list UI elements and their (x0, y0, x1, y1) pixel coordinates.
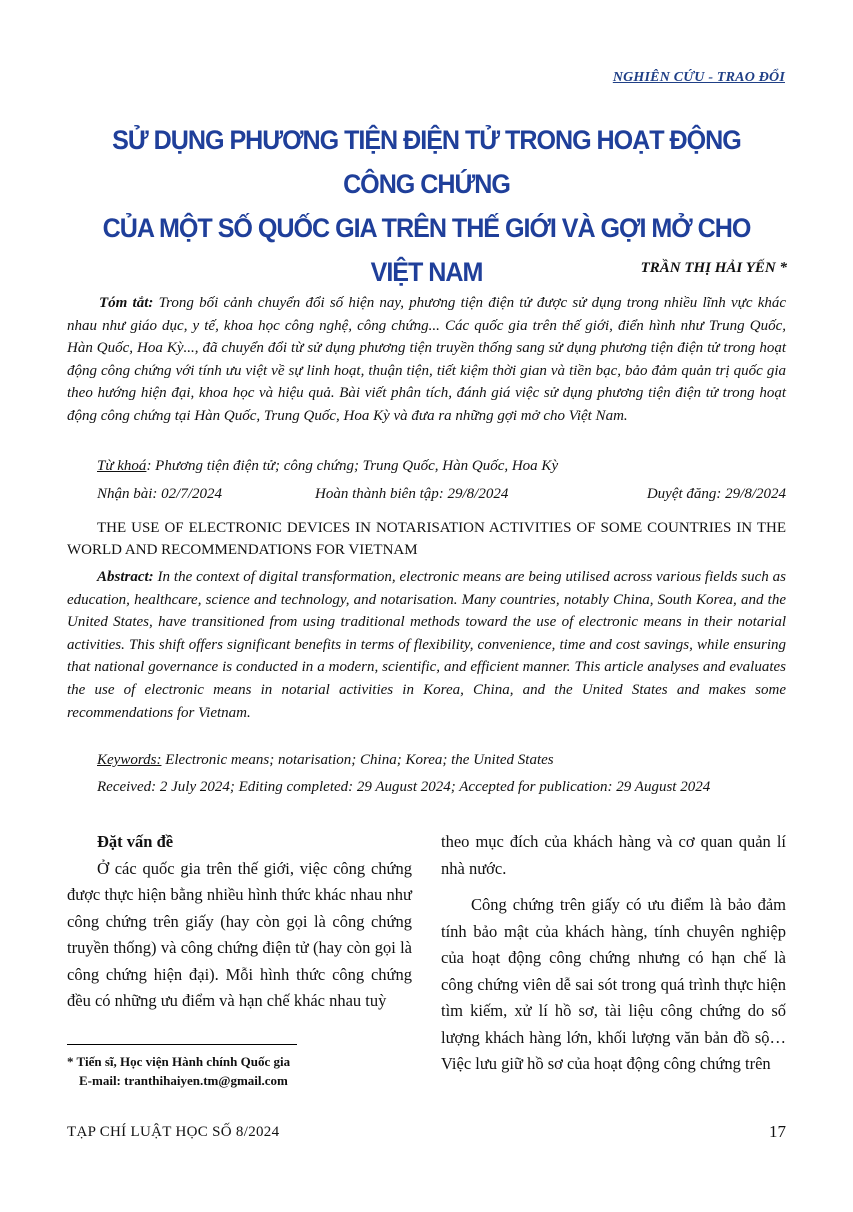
vn-abstract-text: Trong bối cảnh chuyển đổi số hiện nay, phương tiện điện tử được sử dụng trong nhiều lĩnh vực khác nhau như giáo dục, y tế, khoa học công nghệ, công chứng... Các quốc gia trên thế giới, điển hình như Trung Quốc, Hàn Quốc, Hoa Kỳ..., đã chuyển đổi từ sử dụng phương tiện truyền thống sang sử dụng phương tiện điện tử trong hoạt động công chứng với tính ưu việt về sự linh hoạt, thuận tiện, tiết kiệm thời gian và tiền bạc, bảo đảm quản trị quốc gia theo hướng hiện đại, khoa học và hiệu quả. Bài viết phân tích, đánh giá việc sử dụng phương tiện điện tử trong hoạt động công chứng tại Hàn Quốc, Trung Quốc, Hoa Kỳ và đưa ra những gợi mở cho Việt Nam. (67, 295, 787, 424)
body-paragraph-continued: theo mục đích của khách hàng và cơ quan quản lí nhà nước. (441, 832, 786, 878)
en-abstract-label: Abstract: (97, 569, 154, 585)
page-number: 17 (769, 1122, 786, 1141)
author-name: TRẦN THỊ HẢI YẾN * (640, 260, 787, 276)
body-right-column (441, 829, 786, 1078)
en-keywords-label: Keywords: (97, 752, 162, 768)
journal-footer: TẠP CHÍ LUẬT HỌC SỐ 8/2024 (67, 1124, 280, 1140)
vn-accepted-date: Duyệt đăng: 29/8/2024 (646, 486, 786, 502)
vn-keywords-text: : Phương tiện điện tử; công chứng; Trung Quốc, Hàn Quốc, Hoa Kỳ (146, 458, 559, 474)
section-tag: NGHIÊN CỨU - TRAO ĐỔI (612, 70, 785, 85)
en-abstract (67, 566, 786, 724)
body-paragraph: Ở các quốc gia trên thế giới, việc công chứng được thực hiện bằng nhiều hình thức khác nhau như công chứng trên giấy (hay còn gọi là công chứng truyền thống) và công chứng điện tử (hay còn gọi là công chứng hiện đại). Mỗi hình thức công chứng đều có những ưu điểm và hạn chế khác nhau tuỳ (67, 858, 412, 1010)
en-keywords (97, 752, 554, 769)
section-heading: Đặt vấn đề (97, 832, 174, 851)
footnote (67, 1052, 290, 1090)
body-left-column (67, 829, 412, 1015)
vn-abstract (67, 292, 786, 428)
footnote-divider (67, 1044, 297, 1045)
body-paragraph: Công chứng trên giấy có ưu điểm là bảo đảm tính bảo mật của khách hàng, tính chuyên nghiệp của hoạt động công chứng nhưng có hạn chế là công chứng viên dễ sai sót trong quá trình thực hiện tìm kiếm, xử lí hồ sơ, tài liệu công chứng do số lượng khách hàng lớn, khối lượng văn bản đồ sộ… Việc lưu giữ hồ sơ của hoạt động công chứng trên (441, 895, 786, 1073)
vn-keywords-label: Từ khoá (97, 458, 147, 474)
english-title: THE USE OF ELECTRONIC DEVICES IN NOTARISATION ACTIVITIES OF SOME COUNTRIES IN THE WORLD AND RECOMMENDATIONS FOR VIETNAM (67, 520, 786, 558)
title-line-2: CỦA MỘT SỐ QUỐC GIA TRÊN THẾ GIỚI VÀ GỢI MỞ CHO VIỆT NAM (102, 213, 751, 287)
vn-received-date: Nhận bài: 02/7/2024 (97, 486, 223, 502)
vn-edited-date: Hoàn thành biên tập: 29/8/2024 (315, 486, 509, 502)
title-line-1: SỬ DỤNG PHƯƠNG TIỆN ĐIỆN TỬ TRONG HOẠT ĐỘNG CÔNG CHỨNG (112, 125, 741, 199)
en-abstract-text: In the context of digital transformation, electronic means are being utilised across various fields such as education, healthcare, science and technology, and notarisation. Many countries, notably China, South Korea, and the United States, have transitioned from using traditional methods toward the use of electronic means in their notarial activities. This shift offers significant benefits in terms of flexibility, convenience, time and cost savings, while ensuring that national governance is conducted in a modern, scientific, and efficient manner. This article analyses and evaluates the use of electronic means in notarial activities in Korea, China, and the United States and makes some recommendations for Vietnam. (67, 569, 786, 721)
vn-keywords (97, 458, 558, 475)
vn-abstract-label: Tóm tắt: (99, 295, 154, 311)
footnote-affiliation: * Tiến sĩ, Học viện Hành chính Quốc gia (67, 1054, 291, 1069)
footnote-email: E-mail: tranthihaiyen.tm@gmail.com (79, 1073, 288, 1088)
en-keywords-text: Electronic means; notarisation; China; Korea; the United States (161, 752, 554, 768)
en-dates: Received: 2 July 2024; Editing completed: 29 August 2024; Accepted for publication: 29 August 2024 (97, 779, 711, 795)
